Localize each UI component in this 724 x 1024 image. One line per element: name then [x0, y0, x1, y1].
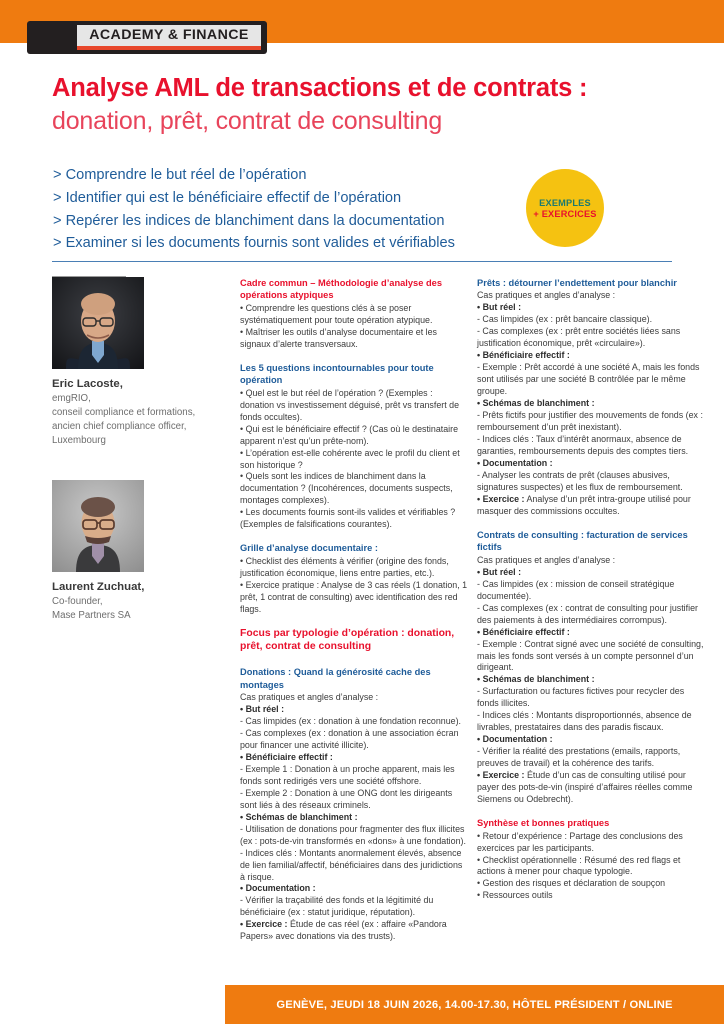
programme-paragraph: • Documentation : [477, 734, 553, 745]
speaker-card [52, 277, 224, 448]
speaker-detail: ancien chief compliance officer, [52, 421, 187, 433]
programme-paragraph: - Cas complexes (ex : donation à une association écran pour financer une activité illicite). [240, 727, 459, 750]
programme-block [240, 362, 468, 532]
block-spacer [240, 351, 468, 362]
programme-paragraph: • Retour d’expérience : Partage des conclusions des exercices par les participants. [477, 830, 683, 853]
objective-item: > Identifier qui est le bénéficiaire effectif de l’opération [53, 189, 402, 206]
speaker-detail: Co-founder, [52, 596, 103, 608]
footer-text: GENÈVE, JEUDI 18 JUIN 2026, 14.00-17.30, HÔTEL PRÉSIDENT / ONLINE [276, 998, 673, 1011]
programme-block-heading: Synthèse et bonnes pratiques [477, 818, 610, 829]
speaker-photo [52, 277, 144, 369]
speakers-column [52, 277, 224, 624]
programme-paragraph: • But réel : [477, 302, 522, 313]
programme-paragraph: • Checklist des éléments à vérifier (origine des fonds, justification économique, liens entre parties, etc.). [240, 555, 449, 578]
page-title-line2: donation, prêt, contrat de consulting [52, 107, 443, 136]
programme-paragraph: • Schémas de blanchiment : [477, 674, 595, 685]
programme-paragraph: - Analyser les contrats de prêt (clauses abusives, signatures suspectes) et les flux de remboursement. [477, 469, 683, 492]
programme-block-heading: Grille d’analyse documentaire : [240, 543, 378, 554]
speaker-photo [52, 480, 144, 572]
page-title-line1: Analyse AML de transactions et de contrats : [52, 74, 588, 102]
programme-paragraph: • Bénéficiaire effectif : [477, 626, 570, 637]
programme-paragraph: - Cas complexes (ex : contrat de consulting pour justifier des paiements à des intermédiaires corrompus). [477, 602, 698, 625]
programme-paragraph: • Schémas de blanchiment : [477, 398, 595, 409]
programme-column-middle [240, 277, 468, 943]
programme-block [240, 666, 468, 943]
programme-paragraph: - Vérifier la traçabilité des fonds et la légitimité du bénéficiaire (ex : statut juridique, réputation). [240, 895, 434, 918]
logo-plate [77, 25, 261, 50]
block-spacer [240, 531, 468, 542]
badge-line-2: + EXERCICES [533, 208, 597, 219]
logo-text: ACADEMY & FINANCE [89, 26, 249, 43]
programme-paragraph: - Vérifier la réalité des prestations (emails, rapports, preuves de travail) et la cohérence des tarifs. [477, 746, 681, 769]
programme-block-heading: Cadre commun – Méthodologie d’analyse des opérations atypiques [240, 278, 442, 301]
programme-block-heading: Donations : Quand la générosité cache des montages [240, 667, 431, 690]
programme-paragraph: - Cas complexes (ex : prêt entre sociétés liées sans justification économique, prêt «circulaire»). [477, 326, 681, 349]
programme-paragraph: - Exemple 1 : Donation à un proche apparent, mais les fonds sont redirigés vers une société offshore. [240, 763, 455, 786]
academy-finance-logo [27, 21, 267, 54]
speaker-card [52, 480, 224, 623]
programme-paragraph: - Exemple 2 : Donation à une ONG dont les dirigeants sont liés à des réseaux criminels. [240, 787, 453, 810]
programme-paragraph: • Exercice : Analyse d’un prêt intra-groupe utilisé pour masquer des commissions occultes. [477, 493, 691, 516]
exemples-exercices-badge [526, 169, 604, 247]
programme-paragraph: • Bénéficiaire effectif : [240, 751, 333, 762]
programme-block-heading: Contrats de consulting : facturation de services fictifs [477, 529, 688, 553]
programme-paragraph: • Maîtriser les outils d’analyse documentaire et les signaux d’alerte transversaux. [240, 326, 437, 349]
programme-paragraph: - Prêts fictifs pour justifier des mouvements de fonds (ex : remboursement d’un prêt inexistant). [477, 410, 703, 433]
programme-block [240, 542, 468, 615]
programme-paragraph: • Schémas de blanchiment : [240, 811, 358, 822]
programme-paragraph: • But réel : [477, 566, 522, 577]
programme-paragraph: • Comprendre les questions clés à se poser systématiquement pour toute opération atypique. [240, 302, 433, 325]
objectives-list [53, 164, 523, 255]
header-divider [52, 261, 672, 262]
programme-paragraph: • Bénéficiaire effectif : [477, 350, 570, 361]
programme-paragraph: • Les documents fournis sont-ils valides et vérifiables ? (Exemples de falsifications courantes). [240, 507, 456, 530]
programme-paragraph: Cas pratiques et angles d’analyse : [477, 554, 616, 565]
programme-paragraph: - Utilisation de donations pour fragmenter des flux illicites (ex : pots-de-vin transformés en «dons» à une fondation). [240, 823, 466, 846]
programme-paragraph: • Gestion des risques et déclaration de soupçon [477, 878, 666, 889]
objective-item: > Repérer les indices de blanchiment dans la documentation [53, 212, 445, 229]
programme-column-right [477, 277, 707, 902]
programme-paragraph: • Exercice : Étude d’un cas de consulting utilisé pour payer des pots-de-vin (inspiré d’affaires réelles comme Siemens ou Odebrecht). [477, 770, 693, 805]
programme-paragraph: • Checklist opérationnelle : Résumé des red flags et actions à mener pour chaque typologie. [477, 854, 681, 877]
programme-paragraph: - Exemple : Prêt accordé à une société A, mais les fonds sont utilisés par une société B contrôlée par le même groupe. [477, 362, 700, 397]
programme-paragraph: - Exemple : Contrat signé avec une société de consulting, mais les fonds sont versés à un compte personnel d’un dirigeant. [477, 638, 704, 673]
programme-paragraph: • Qui est le bénéficiaire effectif ? (Cas où le destinataire apparent n’est qu’un prête-nom). [240, 423, 459, 446]
programme-paragraph: • Quels sont les indices de blanchiment dans la documentation ? (Incohérences, documents suspects, montages complexes). [240, 471, 453, 506]
programme-block [477, 529, 707, 806]
speaker-detail: conseil compliance et formations, [52, 406, 196, 418]
programme-block [240, 277, 468, 351]
objective-item: > Comprendre le but réel de l’opération [53, 167, 307, 183]
programme-paragraph: - Indices clés : Montants anormalement élevés, absence de lien familial/affectif, bénéficiaires dans des juridictions à risque. [240, 847, 463, 882]
speaker-detail: Luxembourg [52, 435, 106, 447]
programme-paragraph: • Ressources outils [477, 890, 553, 901]
programme-paragraph: • But réel : [240, 703, 285, 714]
programme-paragraph: Cas pratiques et angles d’analyse : [477, 290, 616, 301]
programme-paragraph: • Documentation : [240, 883, 316, 894]
programme-paragraph: - Cas limpides (ex : donation à une fondation reconnue). [240, 715, 462, 726]
headline [52, 73, 672, 136]
badge-line-1: EXEMPLES [539, 197, 591, 208]
footer-bar [225, 985, 724, 1024]
programme-paragraph: - Indices clés : Montants disproportionnés, absence de livrables, prestataires dans des paradis fiscaux. [477, 710, 692, 733]
objective-item: > Examiner si les documents fournis sont valides et vérifiables [53, 235, 455, 252]
block-spacer [477, 518, 707, 529]
speaker-detail: emgRIO, [52, 392, 91, 404]
programme-block [240, 627, 468, 654]
programme-paragraph: - Surfacturation ou factures fictives pour recycler des fonds illicites. [477, 686, 685, 709]
block-spacer [240, 655, 468, 666]
programme-block [477, 277, 707, 518]
programme-block-heading: Focus par typologie d’opération : donation, prêt, contrat de consulting [240, 627, 455, 653]
programme-paragraph: - Indices clés : Taux d’intérêt anormaux, absence de garanties, remboursements depuis des comptes tiers. [477, 434, 689, 457]
programme-paragraph: • Exercice : Étude de cas réel (ex : affaire «Pandora Papers» avec donations via des trusts). [240, 919, 447, 942]
programme-paragraph: - Cas limpides (ex : prêt bancaire classique). [477, 314, 653, 325]
programme-block-heading: Prêts : détourner l’endettement pour blanchir [477, 278, 677, 288]
block-spacer [240, 616, 468, 627]
block-spacer [477, 806, 707, 817]
programme-paragraph: - Cas limpides (ex : mission de conseil stratégique documentée). [477, 578, 675, 601]
programme-paragraph: • Quel est le but réel de l’opération ? (Exemples : donation vs investissement déguisé, prêt vs transfert de fonds occultes). [240, 387, 460, 422]
programme-paragraph: • Documentation : [477, 458, 553, 469]
programme-paragraph: • L’opération est-elle cohérente avec le profil du client et son historique ? [240, 447, 460, 470]
programme-paragraph: • Exercice pratique : Analyse de 3 cas réels (1 donation, 1 prêt, 1 contrat de consulting) avec identification des red flags. [240, 579, 468, 614]
programme-block [477, 817, 707, 902]
programme-paragraph: Cas pratiques et angles d’analyse : [240, 691, 379, 702]
speaker-detail: Mase Partners SA [52, 610, 131, 622]
speaker-name: Laurent Zuchuat, [52, 581, 145, 594]
programme-block-heading: Les 5 questions incontournables pour toute opération [240, 362, 434, 386]
speaker-name: Eric Lacoste, [52, 378, 123, 390]
